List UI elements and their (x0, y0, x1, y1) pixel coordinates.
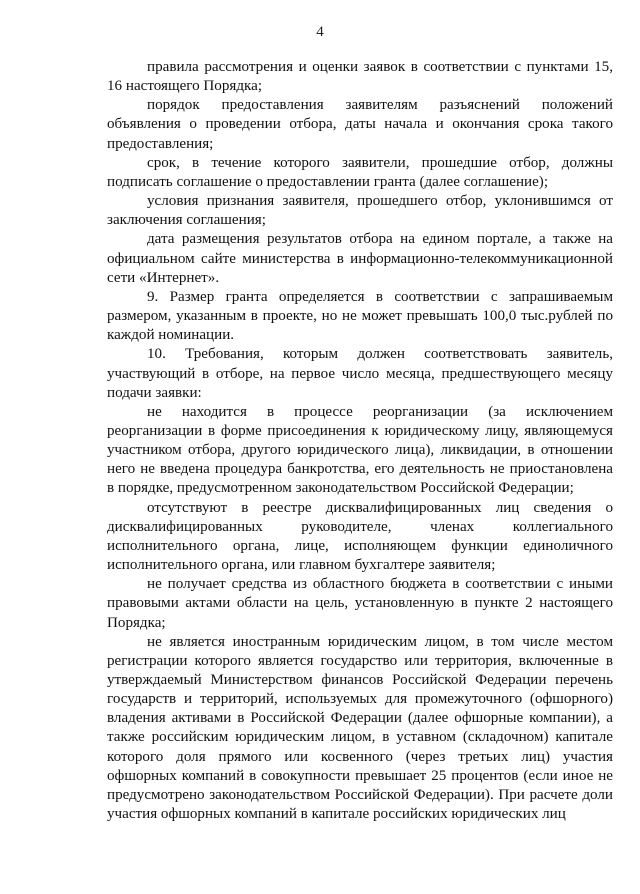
paragraph-review-rules: правила рассмотрения и оценки заявок в соответствии с пунктами 15, 16 настоящего Порядка; (107, 59, 613, 95)
paragraph-evasion-conditions: условия признания заявителя, прошедшего отбор, уклонившимся от заключения соглашения; (107, 193, 613, 229)
paragraph-item-10-requirements: 10. Требования, которым должен соответствовать заявитель, участвующий в отборе, на первое число месяца, предшествующего месяцу подачи заявки: (107, 346, 613, 401)
paragraph-item-9-grant-size: 9. Размер гранта определяется в соответствии с запрашиваемым размером, указанным в проекте, но не может превышать 100,0 тыс.рублей по каждой номинации. (107, 288, 613, 344)
paragraph-not-foreign-entity: не является иностранным юридическим лицом, в том числе местом регистрации которого является государство или территория, включенные в утверждаемый Министерством финансов Российской Федерации перечень государств и территорий, используемых для промежуточного (офшорного) владения активами в Российской Федерации (далее офшорные компании), а также российским юридическим лицом, в уставном (складочном) капитале которого доля прямого или косвенного (через третьих лиц) участия офшорных компаний в совокупности превышает 25 процентов (если иное не предусмотрено законодательством Российской Федерации). При расчете доли участия офшорных компаний в капитале российских юридических лиц (107, 633, 613, 823)
paragraph-results-publication: дата размещения результатов отбора на едином портале, а также на официальном сайте министерства в информационно-телекоммуникационной сети «Интернет». (107, 231, 613, 286)
paragraph-no-reorganization: не находится в процессе реорганизации (за исключением реорганизации в форме присоединения к юридическому лицу, являющемуся участником отбора, другого юридического лица), ликвидации, в отношении него не введена процедура банкротства, его деятельность не приостановлена в порядке, предусмотренном законодательством Российской Федерации; (107, 403, 613, 497)
document-body (107, 58, 613, 824)
paragraph-signing-term: срок, в течение которого заявители, прошедшие отбор, должны подписать соглашение о предоставлении гранта (далее соглашение); (107, 154, 613, 190)
paragraph-no-regional-budget-funds: не получает средства из областного бюджета в соответствии с иными правовыми актами области на цель, установленную в пункте 2 настоящего Порядка; (107, 576, 613, 631)
paragraph-no-disqualified-persons: отсутствуют в реестре дисквалифицированных лиц сведения о дисквалифицированных руководителе, членах коллегиального исполнительного органа, лице, исполняющем функции единоличного исполнительного органа, или главном бухгалтере заявителя; (107, 499, 613, 574)
paragraph-clarifications: порядок предоставления заявителям разъяснений положений объявления о проведении отбора, даты начала и окончания срока такого предоставления; (107, 97, 613, 152)
page-number: 4 (316, 24, 324, 40)
